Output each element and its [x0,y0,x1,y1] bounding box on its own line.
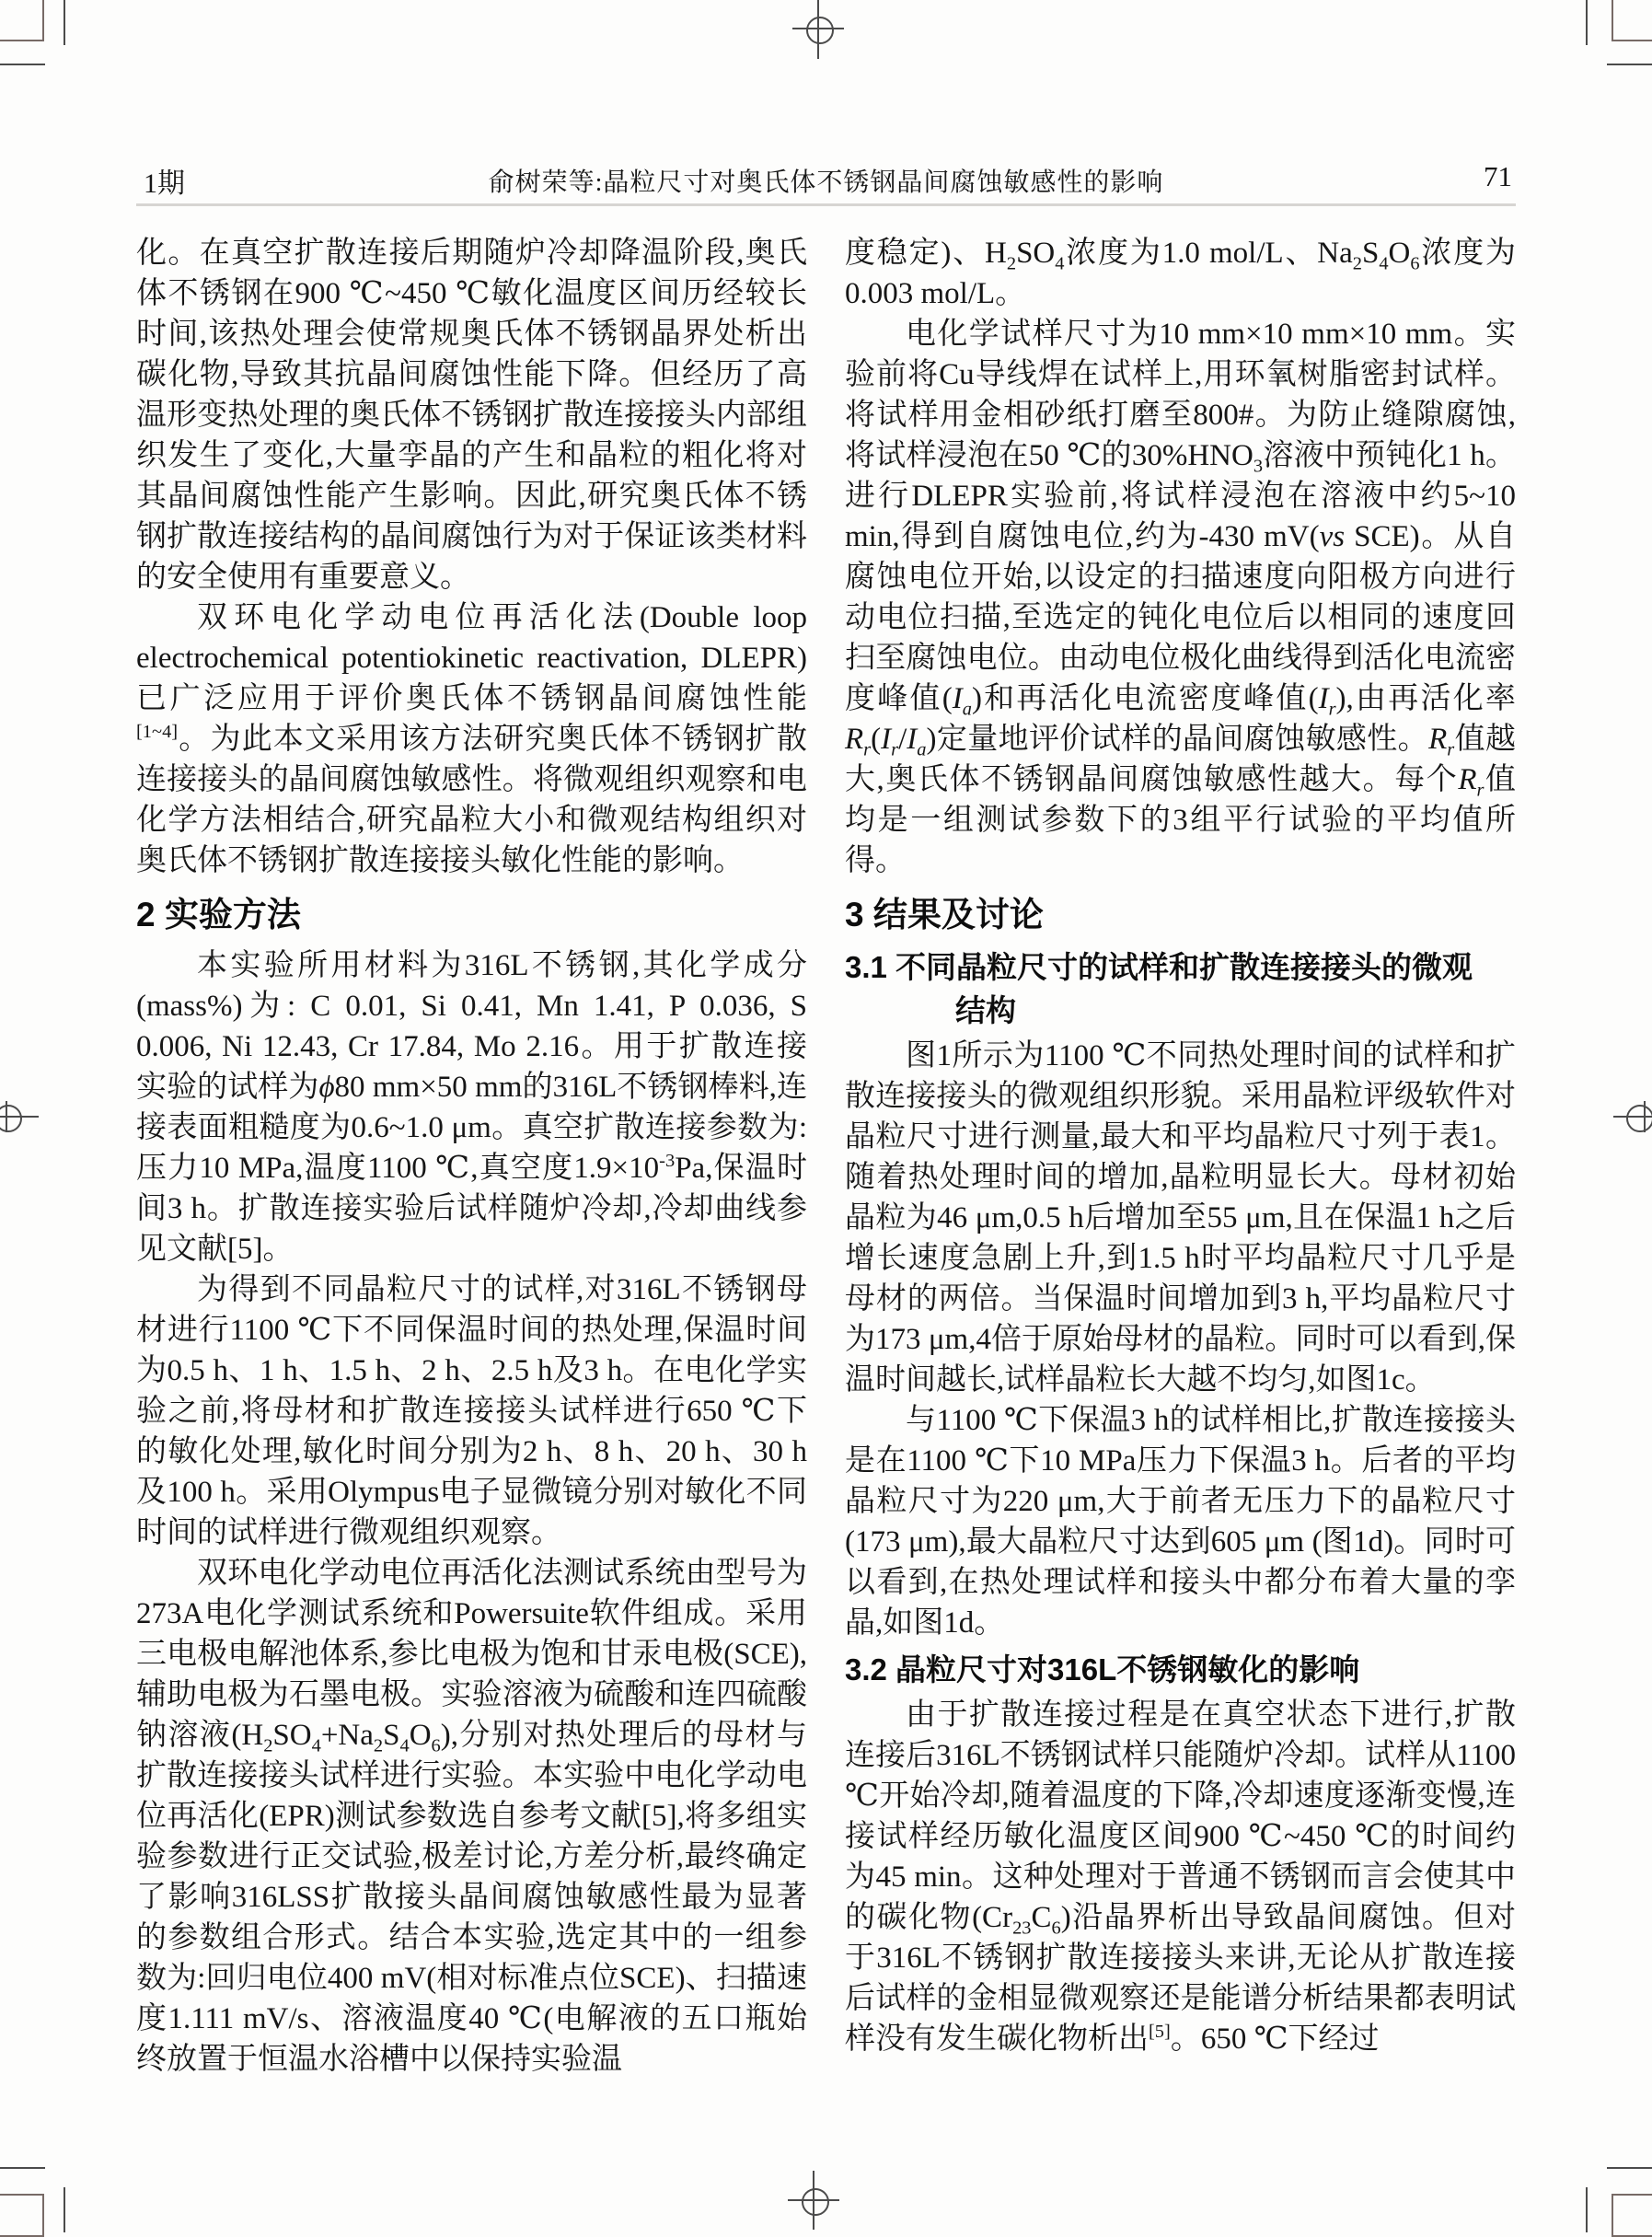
paragraph: 度稳定)、$H_2SO_4$浓度为1.0 mol/L、$Na_2S_4O_6$浓度为0.003 mol/L。 [845,237,1517,310]
text-column-right [845,233,1516,2059]
section-heading: 3.2 晶粒尺寸对316L不锈钢敏化的影响 [845,1652,1360,1686]
paragraph: 图1所示为1100 ℃不同热处理时间的试样和扩散连接接头的微观组织形貌。采用晶粒评级软件对晶粒尺寸进行测量,最大和平均晶粒尺寸列于表1。随着热处理时间的增加,晶粒明显长大。母材初始晶粒为46 μm,0.5 h后增加至55 μm,且在保温1 h之后增长速度急剧上升,到1.5 h时平均晶粒尺寸几乎是母材的两倍。当保温时间增加到3 h,平均晶粒尺寸为173 μm,4倍于原始母材的晶粒。同时可以看到,保温时间越长,试样晶粒长大越不均匀,如图1c。 [845,1039,1516,1397]
paragraph: 化。在真空扩散连接后期随炉冷却降温阶段,奥氏体不锈钢在900 ℃~450 ℃敏化温度区间历经较长时间,该热处理会使常规奥氏体不锈钢晶界处析出碳化物,导致其抗晶间腐蚀性能下降。但经历了高温形变热处理的奥氏体不锈钢扩散连接接头内部组织发生了变化,大量孪晶的产生和晶粒的粗化将对其晶间腐蚀性能产生影响。因此,研究奥氏体不锈钢扩散连接结构的晶间腐蚀行为对于保证该类材料的安全使用有重要意义。 [136,237,807,594]
paragraph: 本实验所用材料为316L不锈钢,其化学成分(mass%)为: C 0.01, Si 0.41, Mn 1.41, P 0.036, S 0.006, Ni 12.43, Cr 17.84, Mo 2.16。用于扩散连接实验的试样为ϕ80 mm×50 mm的316L不锈钢棒料,连接表面粗糙度为0.6~1.0 μm。真空扩散连接参数为:压力10 MPa,温度1100 ℃,真空度$1.9\times 10^{-3}Pa$,保温时间3 h。扩散连接实验后试样随炉冷却,冷却曲线参见文献[5]。 [136,949,808,1266]
crop-mark-top-right-horizontal [1607,64,1652,65]
paragraph: 由于扩散连接过程是在真空状态下进行,扩散连接后316L不锈钢试样只能随炉冷却。试样从1100 ℃开始冷却,随着温度的下降,冷却速度逐渐变慢,连接试样经历敏化温度区间900 ℃~450 ℃的时间约为45 min。这种处理对于普通不锈钢而言会使其中的碳化物$(Cr_{23}C_6)$沿晶界析出导致晶间腐蚀。但对于316L不锈钢扩散连接接头来讲,无论从扩散连接后试样的金相显微观察还是能谱分析结果都表明试样没有发生碳化物析出[5]。650 ℃下经过 [845,1698,1516,2056]
text-column-left [136,233,807,2080]
paragraph: 双环电化学动电位再活化法(Double loop electrochemical potentiokinetic reactivation, DLEPR)已广泛应用于评价奥氏体不锈钢晶间腐蚀性能[1~4]。为此本文采用该方法研究奥氏体不锈钢扩散连接接头的晶间腐蚀敏感性。将微观组织观察和电化学方法相结合,研究晶粒大小和微观结构组织对奥氏体不锈钢扩散连接接头敏化性能的影响。 [136,601,807,877]
crop-mark-top-right-vertical [1586,0,1588,45]
paragraph: 为得到不同晶粒尺寸的试样,对316L不锈钢母材进行1100 ℃下不同保温时间的热处理,保温时间为0.5 h、1 h、1.5 h、2 h、2.5 h及3 h。在电化学实验之前,将母材和扩散连接接头试样进行650 ℃下的敏化处理,敏化时间分别为2 h、8 h、20 h、30 h及100 h。采用Olympus电子显微镜分别对敏化不同时间的试样进行微观组织观察。 [136,1273,807,1549]
page-number: 71 [1484,160,1512,192]
paragraph: 电化学试样尺寸为10 mm×10 mm×10 mm。实验前将Cu导线焊在试样上,用环氧树脂密封试样。将试样用金相砂纸打磨至800#。为防止缝隙腐蚀,将试样浸泡在50 ℃的$30\%HNO_3$溶液中预钝化1 h。进行DLEPR实验前,将试样浸泡在溶液中约5~10 min,得到自腐蚀电位,约为-430 mV(vs SCE)。从自腐蚀电位开始,以设定的扫描速度向阳极方向进行动电位扫描,至选定的钝化电位后以相同的速度回扫至腐蚀电位。由动电位极化曲线得到活化电流密度峰值$(I_a)$和再活化电流密度峰值$(I_r)$,由再活化率$R_r(I_r/I_a)$定量地评价试样的晶间腐蚀敏感性。$R_r$值越大,奥氏体不锈钢晶间腐蚀敏感性越大。每个$R_r$值均是一组测试参数下的3组平行试验的平均值所得。 [845,318,1517,877]
crop-mark-bottom-left-horizontal [0,2167,45,2169]
paragraph: 双环电化学动电位再活化法测试系统由型号为273A电化学测试系统和Powersuite软件组成。采用三电极电解池体系,参比电极为饱和甘汞电极(SCE),辅助电极为石墨电极。实验溶液为硫酸和连四硫酸钠溶液$(H_2SO_4+Na_2S_4O_6)$,分别对热处理后的母材与扩散连接接头试样进行实验。本实验中电化学动电位再活化(EPR)测试参数选自参考文献[5],将多组实验参数进行正交试验,极差讨论,方差分析,最终确定了影响316LSS扩散接头晶间腐蚀敏感性最为显著的参数组合形式。结合本实验,选定其中的一组参数为:回归电位400 mV(相对标准点位SCE)、扫描速度1.111 mV/s、溶液温度40 ℃(电解液的五口瓶始终放置于恒温水浴槽中以保持实验温 [136,1557,808,2076]
issue-number: 1期 [144,168,185,199]
crop-mark-top-left-horizontal [0,64,45,65]
crop-mark-bottom-right-vertical [1586,2187,1588,2232]
crop-mark-top-left-vertical [64,0,65,45]
crop-mark-bottom-left-vertical [64,2187,65,2232]
paragraph: 与1100 ℃下保温3 h的试样相比,扩散连接接头是在1100 ℃下10 MPa压力下保温3 h。后者的平均晶粒尺寸为220 μm,大于前者无压力下的晶粒尺寸(173 μm),最大晶粒尺寸达到605 μm (图1d)。同时可以看到,在热处理试样和接头中都分布着大量的孪晶,如图1d。 [845,1404,1516,1640]
running-head [136,160,1516,199]
header-rule [136,203,1516,206]
crop-mark-box-bottom-right [1612,2194,1652,2237]
running-title: 俞树荣等:晶粒尺寸对奥氏体不锈钢晶间腐蚀敏感性的影响 [488,168,1164,197]
crop-mark-bottom-right-horizontal [1607,2167,1652,2169]
section-heading: 3.1 不同晶粒尺寸的试样和扩散连接接头的微观 结构 [845,950,1473,1027]
section-heading: 2 实验方法 [136,896,301,933]
crop-mark-box-top-right [1612,0,1652,41]
crop-mark-box-top-left [0,0,44,41]
crop-mark-box-bottom-left [0,2194,44,2237]
section-heading: 3 结果及讨论 [845,896,1044,933]
